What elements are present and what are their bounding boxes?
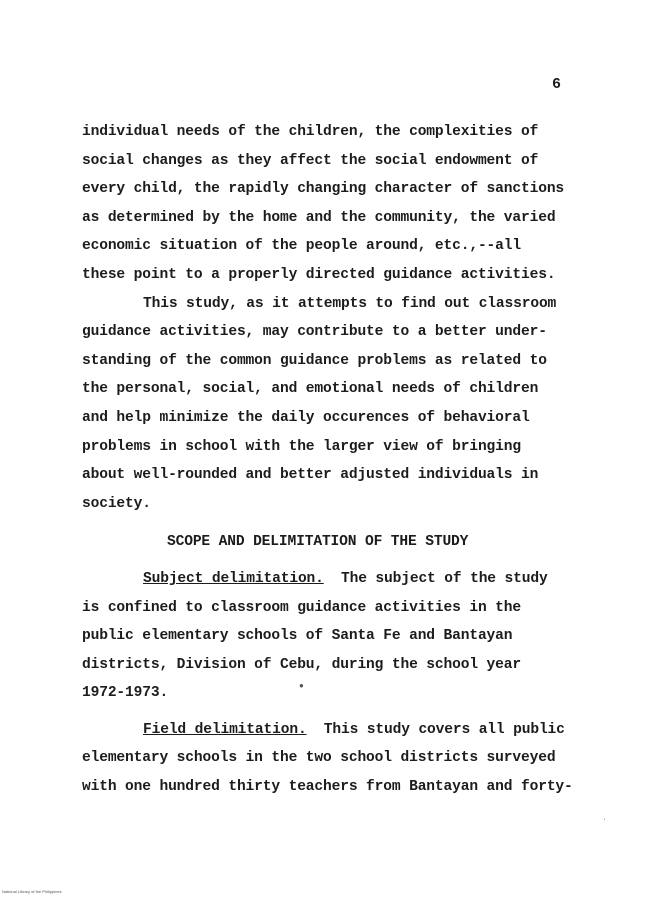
page-number: 6 (552, 76, 562, 93)
subject-delimitation-paragraph (82, 565, 602, 708)
text-line: social changes as they affect the social endowment of (82, 152, 539, 169)
text-span: The subject of the study (323, 570, 548, 587)
text-line: and help minimize the daily occurences of behavioral (82, 409, 530, 426)
text-line: these point to a properly directed guidance activities. (82, 266, 556, 283)
text-line: problems in school with the larger view of bringing (82, 438, 521, 455)
text-line: is confined to classroom guidance activities in the (82, 599, 521, 616)
text-line: standing of the common guidance problems as related to (82, 352, 547, 369)
text-line: individual needs of the children, the complexities of (82, 124, 539, 140)
text-line: with one hundred thirty teachers from Bantayan and forty- (82, 779, 573, 796)
text-line (82, 565, 602, 594)
body-text (82, 118, 602, 802)
footer-text: National Library of the Philippines (2, 889, 62, 894)
scan-mark: ● (299, 682, 304, 691)
paragraph-1 (82, 118, 602, 290)
text-line: This study, as it attempts to find out classroom (143, 295, 557, 312)
text-line: about well-rounded and better adjusted individuals in (82, 467, 539, 484)
field-delimitation-heading: Field delimitation. (143, 721, 307, 738)
text-line: elementary schools in the two school districts surveyed (82, 750, 556, 767)
field-delimitation-paragraph (82, 716, 602, 802)
text-line: public elementary schools of Santa Fe and Bantayan (82, 628, 513, 645)
text-line: the personal, social, and emotional needs of children (82, 381, 539, 398)
text-line (82, 716, 602, 745)
text-line: every child, the rapidly changing character of sanctions (82, 181, 565, 198)
paragraph-2 (82, 290, 602, 519)
section-heading: SCOPE AND DELIMITATION OF THE STUDY (167, 534, 469, 551)
edge-mark: ˈ (602, 818, 608, 828)
text-line: as determined by the home and the community, the varied (82, 209, 556, 226)
text-line: economic situation of the people around, etc.,--all (82, 238, 521, 255)
subject-delimitation-heading: Subject delimitation. (143, 570, 324, 587)
text-line: society. (82, 495, 151, 512)
text-line: 1972-1973. (82, 685, 169, 702)
text-line: guidance activities, may contribute to a better under- (82, 324, 547, 341)
text-line: districts, Division of Cebu, during the school year (82, 656, 521, 673)
text-span: This study covers all public (306, 721, 565, 738)
